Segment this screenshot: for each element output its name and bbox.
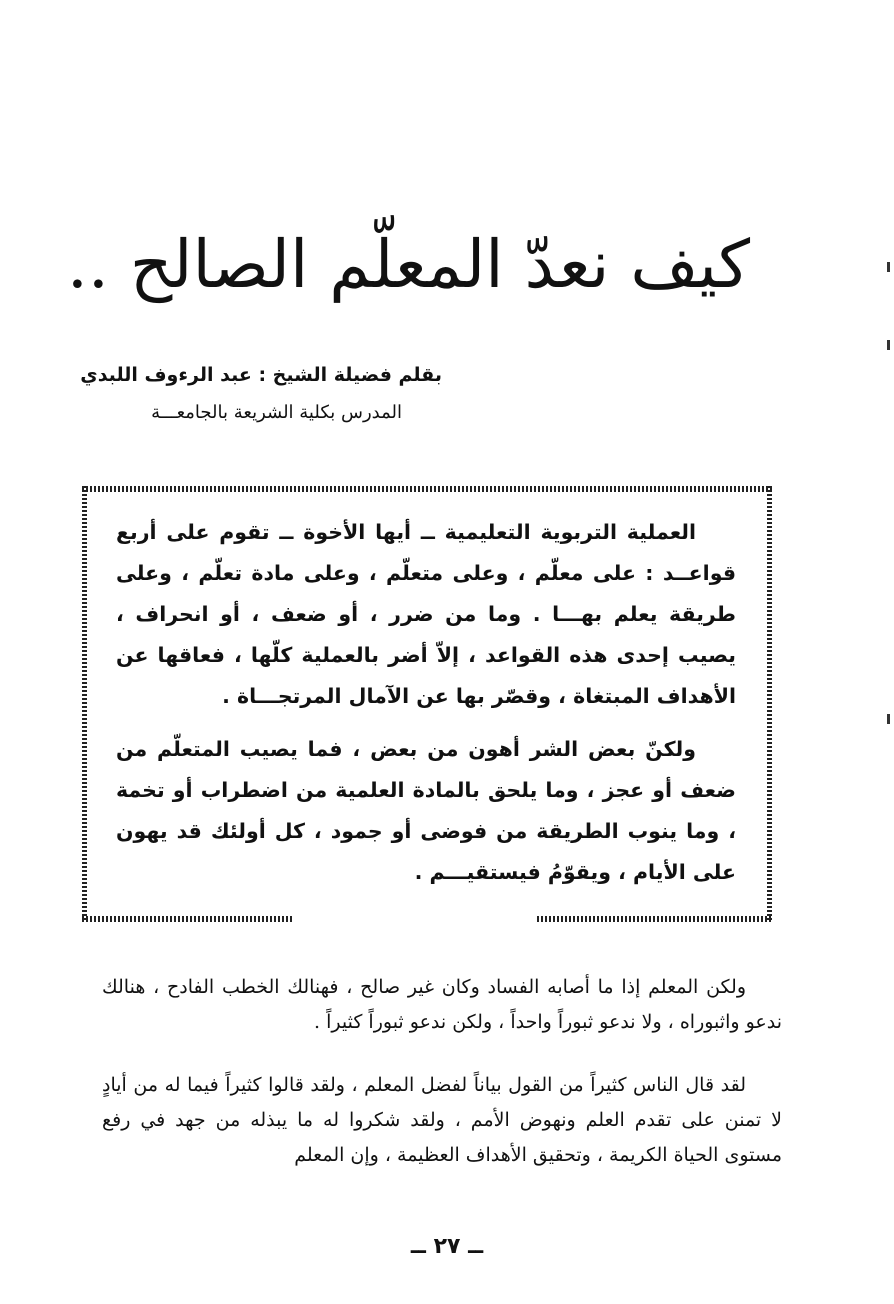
author-line: بقلم فضيلة الشيخ : عبد الرءوف اللبدي — [80, 364, 442, 386]
scan-edge-mark — [887, 262, 890, 272]
body-paragraph: لقد قال الناس كثيراً من القول بياناً لفضل المعلم ، ولقد قالوا كثيراً فيما له من أيادٍ لا تمنن على تقدم العلم ونهوض الأمم ، ولقد شكروا له ما يبذله من جهد في رفع مستوى الحياة الكريمة ، وتحقيق الأهداف العظيمة ، وإن المعلم — [102, 1074, 782, 1166]
boxed-paragraph: ولكنّ بعض الشر أهون من بعض ، فما يصيب المتعلّم من ضعف أو عجز ، وما يلحق بالمادة العلمية من اضطراب أو تخمة ، وما ينوب الطريقة من فوضى أو جمود ، كل أولئك قد يهون على الأيام ، ويقوّمُ فيستقيـــم . — [116, 737, 736, 884]
body-text — [102, 970, 782, 1173]
page-number: ــ ٢٧ ــ — [410, 1234, 484, 1259]
boxed-paragraph: العملية التربوية التعليمية ــ أيها الأخوة ــ تقوم على أربع قواعــد : على معلّم ، وعلى متعلّم ، وعلى مادة تعلّم ، وعلى طريقة يعلم بهـــا . وما من ضرر ، أو ضعف ، أو انحراف ، يصيب إحدى هذه القواعد ، إلاّ أضر بالعملية كلّها ، فعاقها عن الأهداف المبتغاة ، وقصّر بها عن الآمال المرتجـــاة . — [116, 520, 736, 708]
frame-bottom-border-left — [82, 916, 292, 922]
scan-edge-mark — [887, 340, 890, 350]
boxed-intro — [116, 512, 736, 893]
scan-edge-mark — [887, 714, 890, 724]
article-title: كيف نعدّ المعلّم الصالح .. — [66, 226, 750, 303]
author-position: المدرس بكلية الشريعة بالجامعـــة — [151, 402, 402, 423]
frame-left-border — [82, 486, 87, 922]
frame-top-border — [82, 486, 772, 492]
body-paragraph: ولكن المعلم إذا ما أصابه الفساد وكان غير صالح ، فهنالك الخطب الفادح ، هنالك ندعو واثبوراه ، ولا ندعو ثبوراً واحداً ، ولكن ندعو ثبوراً كثيراً . — [102, 976, 782, 1033]
frame-right-border — [767, 486, 772, 922]
frame-bottom-border-right — [537, 916, 772, 922]
